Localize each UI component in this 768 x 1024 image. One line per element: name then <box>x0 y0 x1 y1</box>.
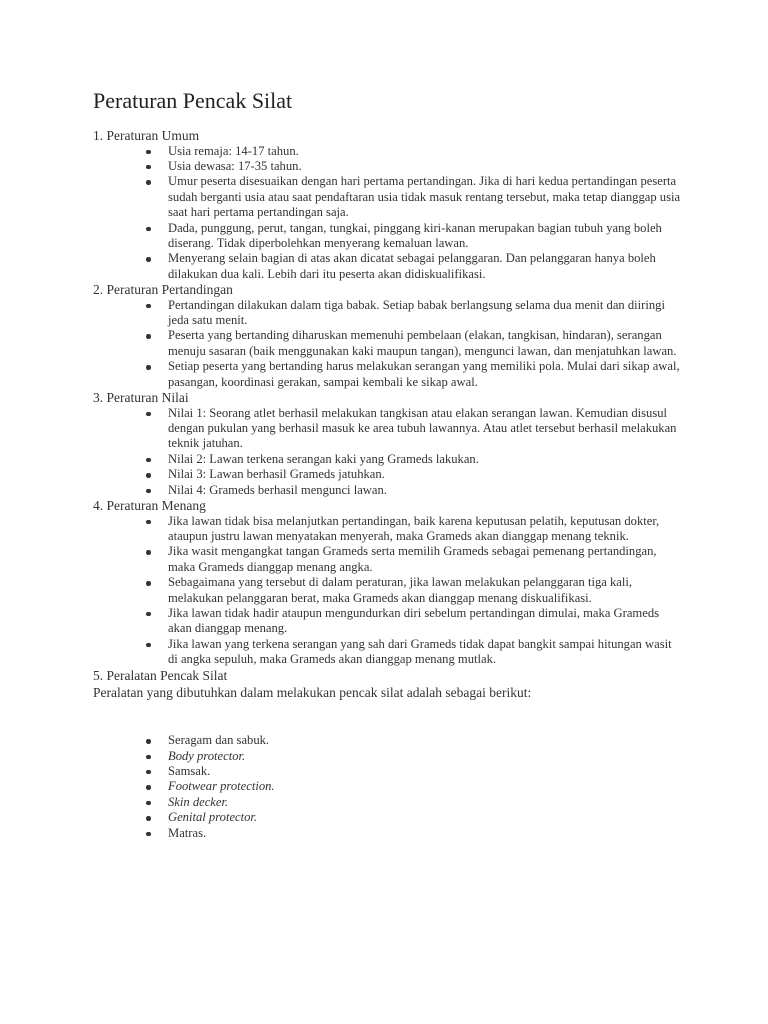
list-item: Jika wasit mengangkat tangan Grameds serta memilih Grameds sebagai pemenang pertandingan, maka Grameds dianggap menang angka. <box>168 544 683 575</box>
section-peraturan-umum <box>93 128 683 282</box>
list-item: Umur peserta disesuaikan dengan hari pertama pertandingan. Jika di hari kedua pertandingan peserta sudah berganti usia atau saat pendaftaran usia tidak masuk rentang tersebut, maka tetap dianggap usia saat hari pertama pertandingan saja. <box>168 174 683 220</box>
list-item: Footwear protection. <box>168 779 683 794</box>
bullet-list <box>93 298 683 390</box>
list-item: Pertandingan dilakukan dalam tiga babak. Setiap babak berlangsung selama dua menit dan diiringi jeda satu menit. <box>168 298 683 329</box>
bullet-list <box>93 514 683 668</box>
page-title: Peraturan Pencak Silat <box>93 88 293 113</box>
bullet-list <box>93 144 683 283</box>
section-heading: 5. Peralatan Pencak Silat <box>93 667 228 683</box>
section-heading: 1. Peraturan Umum <box>93 128 200 143</box>
list-item: Jika lawan tidak hadir ataupun mengundurkan diri sebelum pertandingan dimulai, maka Grameds akan dianggap menang. <box>168 606 683 637</box>
document-page <box>93 86 683 841</box>
list-item: Usia remaja: 14-17 tahun. <box>168 144 683 159</box>
list-item: Jika lawan tidak bisa melanjutkan pertandingan, baik karena keputusan pelatih, keputusan dokter, ataupun justru lawan menyatakan menyerah, maka Grameds akan dianggap menang teknik. <box>168 514 683 545</box>
section-peraturan-pertandingan <box>93 282 683 390</box>
list-item: Samsak. <box>168 764 683 779</box>
section-peraturan-menang <box>93 498 683 668</box>
list-item: Matras. <box>168 826 683 841</box>
list-item: Nilai 2: Lawan terkena serangan kaki yang Grameds lakukan. <box>168 452 683 467</box>
list-item: Seragam dan sabuk. <box>168 733 683 748</box>
list-item: Body protector. <box>168 749 683 764</box>
section-heading: 2. Peraturan Pertandingan <box>93 282 233 298</box>
list-item: Nilai 1: Seorang atlet berhasil melakukan tangkisan atau elakan serangan lawan. Kemudian disusul dengan pukulan yang berhasil masuk ke area tubuh lawannya. Atau atlet tersebut berhasil melakukan teknik jatuhan. <box>168 406 683 452</box>
list-item: Nilai 4: Grameds berhasil mengunci lawan. <box>168 483 683 498</box>
list-item: Peserta yang bertanding diharuskan memenuhi pembelaan (elakan, tangkisan, hindaran), serangan menuju sasaran (baik menggunakan kaki maupun tangan), mengunci lawan, dan menjatuhkan lawan. <box>168 328 683 359</box>
list-item: Nilai 3: Lawan berhasil Grameds jatuhkan. <box>168 467 683 482</box>
list-item: Skin decker. <box>168 795 683 810</box>
section-peraturan-nilai <box>93 390 683 498</box>
list-item: Setiap peserta yang bertanding harus melakukan serangan yang memiliki pola. Mulai dari sikap awal, pasangan, koordinasi gerakan, sampai kembali ke sikap awal. <box>168 359 683 390</box>
section-heading: 4. Peraturan Menang <box>93 498 206 514</box>
list-item: Usia dewasa: 17-35 tahun. <box>168 159 683 174</box>
list-item: Genital protector. <box>168 810 683 825</box>
equipment-list <box>93 733 683 841</box>
list-item: Menyerang selain bagian di atas akan dicatat sebagai pelanggaran. Dan pelanggaran hanya boleh dilakukan dua kali. Lebih dari itu peserta akan didiskualifikasi. <box>168 251 683 282</box>
section-intro: Peralatan yang dibutuhkan dalam melakukan pencak silat adalah sebagai berikut: <box>93 685 532 701</box>
list-item: Sebagaimana yang tersebut di dalam peraturan, jika lawan melakukan pelanggaran tiga kali, melakukan pelanggaran berat, maka Grameds akan dianggap menang diskualifikasi. <box>168 575 683 606</box>
list-item: Dada, punggung, perut, tangan, tungkai, pinggang kiri-kanan merupakan bagian tubuh yang boleh diserang. Tidak diperbolehkan menyerang kemaluan lawan. <box>168 221 683 252</box>
list-item: Jika lawan yang terkena serangan yang sah dari Grameds tidak dapat bangkit sampai hitungan wasit di angka sepuluh, maka Grameds akan dianggap menang mutlak. <box>168 637 683 668</box>
bullet-list <box>93 406 683 498</box>
section-heading: 3. Peraturan Nilai <box>93 390 189 406</box>
section-peralatan <box>93 668 683 841</box>
